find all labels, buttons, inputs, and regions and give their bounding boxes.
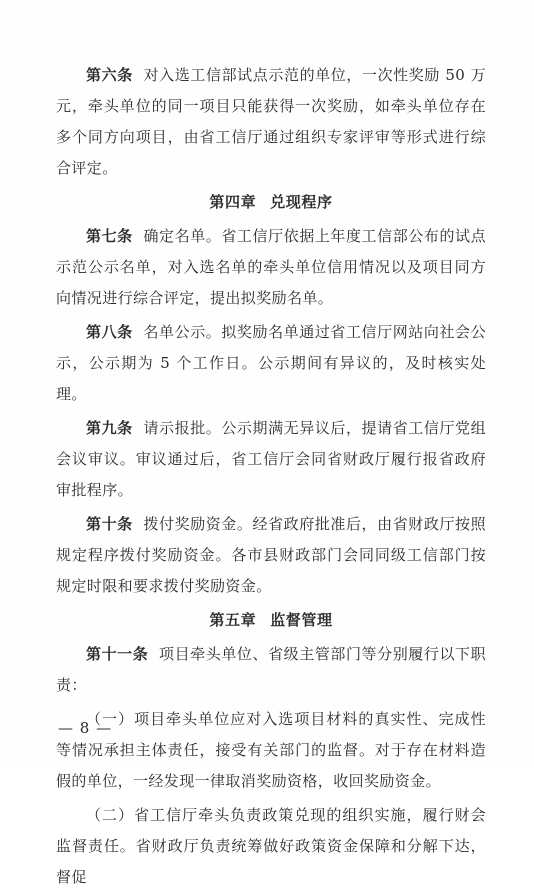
article-text: 请示报批。公示期满无异议后，提请省工信厅党组会议审议。审议通过后，省工信厅会同省财政厅履行报省政府审批程序。 [56,419,487,499]
article-11 [56,639,486,701]
chapter-number: 第四章 [209,193,257,211]
article-text: 确定名单。省工信厅依据上年度工信部公布的试点示范公示名单，对入选名单的牵头单位信用情况以及项目同方向情况进行综合评定，提出拟奖励名单。 [56,227,487,307]
chapter-title: 监督管理 [270,611,333,629]
article-text: 对入选工信部试点示范的单位，一次性奖励 50 万元，牵头单位的同一项目只能获得一次奖励，如牵头单位存在多个同方向项目，由省工信厅通过组织专家评审等形式进行综合评定。 [56,66,487,177]
clause-text: （二）省工信厅牵头负责政策兑现的组织实施，履行财会监督责任。省财政厅负责统筹做好政策资金保障和分解下达，督促 [56,806,486,886]
clause-1 [56,704,486,797]
article-number: 第十一条 [86,645,149,663]
article-text: 拨付奖励资金。经省政府批准后，由省财政厅按照规定程序拨付奖励资金。各市县财政部门会同同级工信部门按规定时限和要求拨付奖励资金。 [56,515,487,595]
article-6 [56,60,486,184]
article-number: 第六条 [86,66,133,84]
article-7 [56,221,486,314]
article-10 [56,509,486,602]
chapter-heading [56,605,486,636]
page-number: — 8 — [58,719,113,737]
article-text: 项目牵头单位、省级主管部门等分别履行以下职责： [56,645,487,694]
clause-text: （一）项目牵头单位应对入选项目材料的真实性、完成性等情况承担主体责任，接受有关部门的监督。对于存在材料造假的单位，一经发现一律取消奖励资格，收回奖励资金。 [56,710,486,790]
article-number: 第九条 [86,419,133,437]
article-9 [56,413,486,506]
clause-2 [56,800,486,893]
chapter-title: 兑现程序 [270,193,333,211]
article-8 [56,317,486,410]
article-number: 第七条 [86,227,133,245]
article-number: 第十条 [86,515,133,533]
chapter-number: 第五章 [209,611,257,629]
chapter-heading [56,187,486,218]
document-body [56,60,486,896]
article-text: 名单公示。拟奖励名单通过省工信厅网站向社会公示，公示期为 5 个工作日。公示期间有异议的，及时核实处理。 [56,323,487,403]
article-number: 第八条 [86,323,133,341]
